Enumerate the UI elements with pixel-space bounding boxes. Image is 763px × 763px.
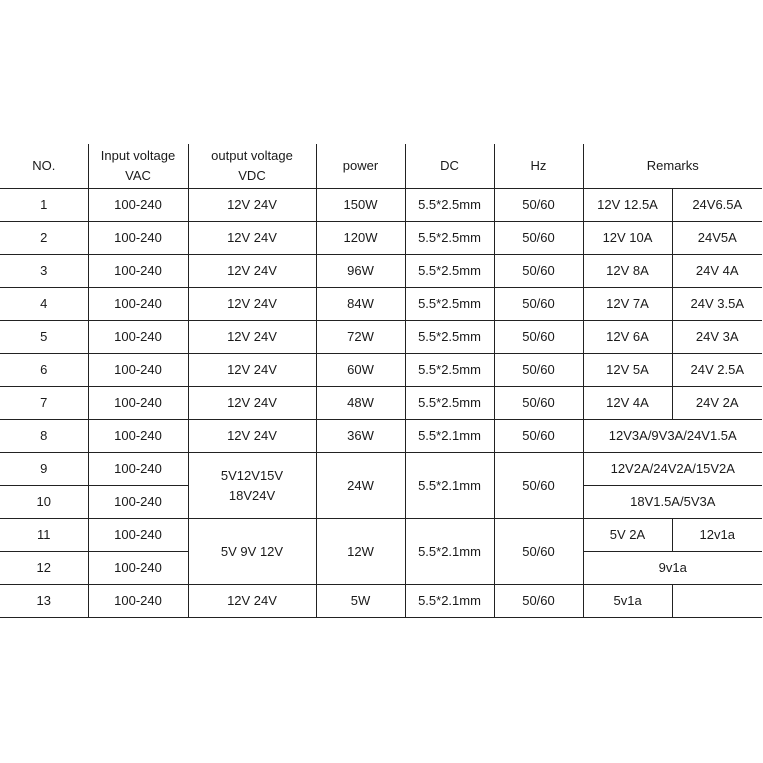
cell-remark: 9v1a xyxy=(583,552,762,585)
cell-no: 9 xyxy=(0,453,88,486)
cell-output-line2: 18V24V xyxy=(228,487,276,503)
cell-power-merged: 24W xyxy=(316,453,405,519)
cell-output: 12V 24V xyxy=(188,321,316,354)
cell-no: 1 xyxy=(0,189,88,222)
cell-output: 12V 24V xyxy=(188,354,316,387)
cell-input: 100-240 xyxy=(88,321,188,354)
cell-input: 100-240 xyxy=(88,420,188,453)
cell-remark: 12V3A/9V3A/24V1.5A xyxy=(583,420,762,453)
cell-remark: 12V2A/24V2A/15V2A xyxy=(583,453,762,486)
cell-dc: 5.5*2.5mm xyxy=(405,387,494,420)
spec-table xyxy=(0,144,762,618)
cell-output: 12V 24V xyxy=(188,189,316,222)
table-row xyxy=(0,222,762,255)
cell-remark: 18V1.5A/5V3A xyxy=(583,486,762,519)
cell-dc-merged: 5.5*2.1mm xyxy=(405,453,494,519)
cell-output-line1: 5V12V15V xyxy=(220,467,284,483)
cell-input: 100-240 xyxy=(88,255,188,288)
table-row xyxy=(0,255,762,288)
cell-input: 100-240 xyxy=(88,486,188,519)
cell-hz: 50/60 xyxy=(494,288,583,321)
header-input-line1: Input voltage xyxy=(100,148,176,163)
header-output-line1: output voltage xyxy=(211,148,293,163)
cell-output: 12V 24V xyxy=(188,387,316,420)
cell-input: 100-240 xyxy=(88,222,188,255)
cell-no: 11 xyxy=(0,519,88,552)
header-remarks: Remarks xyxy=(583,144,762,189)
header-dc: DC xyxy=(405,144,494,189)
cell-remark-b: 24V6.5A xyxy=(672,189,762,222)
cell-no: 5 xyxy=(0,321,88,354)
cell-no: 10 xyxy=(0,486,88,519)
cell-remark-a: 5V 2A xyxy=(583,519,672,552)
cell-output-merged xyxy=(188,453,316,519)
cell-input: 100-240 xyxy=(88,552,188,585)
cell-remark-a: 12V 7A xyxy=(583,288,672,321)
cell-output-merged: 5V 9V 12V xyxy=(188,519,316,585)
cell-power: 36W xyxy=(316,420,405,453)
cell-no: 3 xyxy=(0,255,88,288)
header-output-line2: VDC xyxy=(238,168,266,183)
header-power: power xyxy=(316,144,405,189)
cell-power: 84W xyxy=(316,288,405,321)
cell-no: 4 xyxy=(0,288,88,321)
cell-hz-merged: 50/60 xyxy=(494,519,583,585)
table-row xyxy=(0,189,762,222)
table-row xyxy=(0,420,762,453)
cell-power: 48W xyxy=(316,387,405,420)
cell-no: 13 xyxy=(0,585,88,618)
cell-no: 12 xyxy=(0,552,88,585)
cell-dc: 5.5*2.5mm xyxy=(405,222,494,255)
cell-hz: 50/60 xyxy=(494,189,583,222)
cell-hz: 50/60 xyxy=(494,354,583,387)
table-row xyxy=(0,321,762,354)
cell-remark-a: 12V 6A xyxy=(583,321,672,354)
cell-output: 12V 24V xyxy=(188,585,316,618)
header-hz: Hz xyxy=(494,144,583,189)
cell-remark-a: 12V 12.5A xyxy=(583,189,672,222)
cell-remark-a: 12V 4A xyxy=(583,387,672,420)
cell-remark-b: 24V 2A xyxy=(672,387,762,420)
cell-power: 72W xyxy=(316,321,405,354)
cell-remark-b: 24V 2.5A xyxy=(672,354,762,387)
cell-hz: 50/60 xyxy=(494,387,583,420)
cell-input: 100-240 xyxy=(88,387,188,420)
cell-hz: 50/60 xyxy=(494,420,583,453)
cell-hz: 50/60 xyxy=(494,222,583,255)
table-row xyxy=(0,585,762,618)
cell-remark-a: 12V 10A xyxy=(583,222,672,255)
cell-no: 2 xyxy=(0,222,88,255)
header-input-line2: VAC xyxy=(125,168,151,183)
table-row xyxy=(0,453,762,486)
table-row xyxy=(0,519,762,552)
header-row xyxy=(0,144,762,189)
cell-no: 6 xyxy=(0,354,88,387)
cell-remark-a: 12V 8A xyxy=(583,255,672,288)
cell-remark-b: 24V 3A xyxy=(672,321,762,354)
table-row xyxy=(0,288,762,321)
cell-dc: 5.5*2.5mm xyxy=(405,189,494,222)
cell-remark-b: 24V 4A xyxy=(672,255,762,288)
cell-remark-a: 5v1a xyxy=(583,585,672,618)
cell-remark-a: 12V 5A xyxy=(583,354,672,387)
cell-output: 12V 24V xyxy=(188,255,316,288)
cell-dc: 5.5*2.5mm xyxy=(405,321,494,354)
cell-dc: 5.5*2.5mm xyxy=(405,255,494,288)
cell-remark-b xyxy=(672,585,762,618)
cell-no: 8 xyxy=(0,420,88,453)
cell-dc: 5.5*2.1mm xyxy=(405,420,494,453)
table-row xyxy=(0,354,762,387)
cell-remark-b: 24V5A xyxy=(672,222,762,255)
cell-power-merged: 12W xyxy=(316,519,405,585)
cell-dc-merged: 5.5*2.1mm xyxy=(405,519,494,585)
cell-input: 100-240 xyxy=(88,585,188,618)
cell-no: 7 xyxy=(0,387,88,420)
table-row xyxy=(0,387,762,420)
cell-input: 100-240 xyxy=(88,519,188,552)
cell-power: 60W xyxy=(316,354,405,387)
cell-hz-merged: 50/60 xyxy=(494,453,583,519)
cell-dc: 5.5*2.5mm xyxy=(405,354,494,387)
cell-hz: 50/60 xyxy=(494,255,583,288)
cell-input: 100-240 xyxy=(88,453,188,486)
cell-input: 100-240 xyxy=(88,354,188,387)
cell-remark-b: 24V 3.5A xyxy=(672,288,762,321)
cell-dc: 5.5*2.1mm xyxy=(405,585,494,618)
cell-output: 12V 24V xyxy=(188,222,316,255)
cell-power: 96W xyxy=(316,255,405,288)
cell-remark-b: 12v1a xyxy=(672,519,762,552)
cell-hz: 50/60 xyxy=(494,321,583,354)
cell-input: 100-240 xyxy=(88,189,188,222)
cell-output: 12V 24V xyxy=(188,420,316,453)
cell-input: 100-240 xyxy=(88,288,188,321)
header-input-voltage xyxy=(88,144,188,189)
cell-hz: 50/60 xyxy=(494,585,583,618)
header-output-voltage xyxy=(188,144,316,189)
cell-dc: 5.5*2.5mm xyxy=(405,288,494,321)
header-no: NO. xyxy=(0,144,88,189)
cell-power: 150W xyxy=(316,189,405,222)
cell-output: 12V 24V xyxy=(188,288,316,321)
cell-power: 120W xyxy=(316,222,405,255)
cell-power: 5W xyxy=(316,585,405,618)
